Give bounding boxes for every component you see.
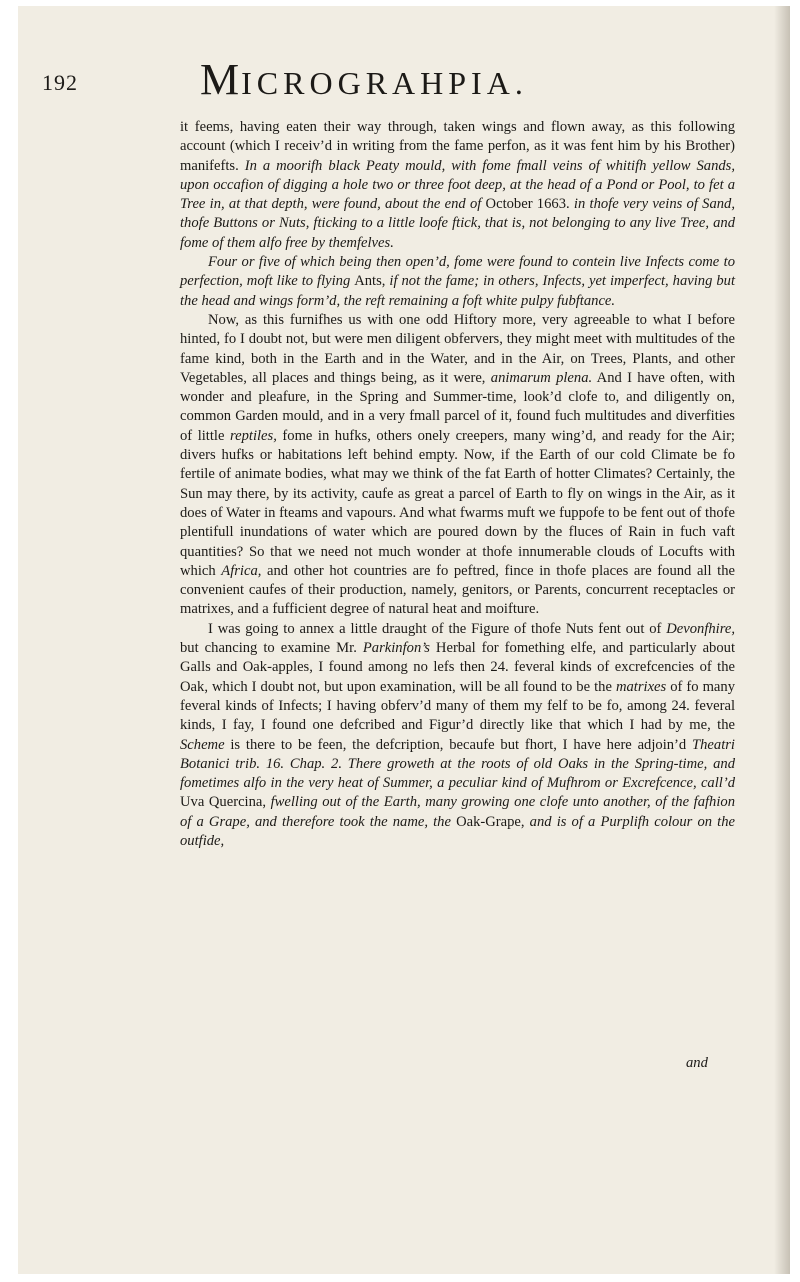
paragraph [180,253,735,311]
italic-run: and is of a Purplifh colour on the outfide, [180,813,735,849]
text-run: but chancing to examine Mr. [180,640,363,657]
text-run: Now, as this furnifhes us with one odd Hiftory more, very agreeable to what I before hinted, fo I doubt not, but were men diligent obfervers, they might meet with multitudes of the fame kind, both in the Earth and in the Water, and in the Air, on Trees, Plants, and other Vegetables, all places and things being, as it were, [180,311,735,386]
running-head-initial: M [200,55,242,104]
text-run: Ants, [354,273,390,290]
text-run: is there to be feen, the defcription, becaufe but fhort, I have here adjoin’d [224,736,693,753]
italic-run: animarum plena. [490,369,593,386]
page-number: 192 [42,70,78,95]
paragraph [180,311,735,620]
paragraph [180,620,735,852]
text-run: Oak-Grape, [456,813,530,830]
running-head [200,54,640,105]
italic-run: In a moorifh black Peaty mould, with fome fmall veins of whitifh yellow Sands, upon occafion of digging a hole two or three foot deep, at the head of a Pond or Pool, to fet a Tree in, at that depth, were found, about the end of [180,157,735,213]
text-run: and other hot countries are fo peftred, fince in thofe places are found all the convenient caufes of their production, namely, genitors, or Parents, concurrent receptacles or matrixes, and a fufficient degree of natural heat and moifture. [180,562,735,618]
text-run: Herbal for fomething elfe, and particularly about Galls and Oak-apples, I found among no lefs then 24. feveral kinds of excrefcencies of the Oak, which I doubt not, but upon examination, will be all found to be the [180,640,735,695]
running-head-rest: ICROGRAHPIA. [241,65,528,101]
text-run: of fo many feveral kinds of Infects; I having obferv’d many of them my felf to be fo, among 24. feveral kinds, I fay, I found one defcribed and Figur’d directly like that which I had by me, the [180,678,736,734]
text-run: And I have often, with wonder and pleafure, in the Spring and Summer-time, look’d clofe to, and diligently on, common Garden mould, and in a very fmall parcel of it, found fuch multitudes and diverfities of little [180,369,735,444]
page-edge-shadow [774,6,790,1274]
italic-run: Four or five of which being then open’d, fome were found to contein live Infects come to perfection, moft like to flying [180,254,735,290]
text-run: October 1663. [485,196,574,213]
italic-run: in thofe very veins of Sand, thofe Buttons or Nuts, fticking to a little loofe ftick, that is, not belonging to any live Tree, and fome of them alfo free by themfelves. [180,196,735,251]
text-run: it feems, having eaten their way through, taken wings and flown away, as this following account (which I receiv’d in writing from the fame perfon, as it was fent him by his Brother) manifefts. [180,119,735,174]
body-text [180,118,735,851]
italic-run: Theatri Botanici trib. 16. Chap. 2. There groweth at the roots of old Oaks in the Spring-time, and fometimes alfo in the very heat of Summer, a peculiar kind of Mufhrom or Excrefcence, call’d [180,736,735,792]
italic-run: reptiles, [229,427,277,444]
text-run: fome in hufks, others onely creepers, many wing’d, and ready for the Air; divers hufks or habitations left behind empty. Now, if the Earth of our cold Climate be fo fertile of animate bodies, what may we think of the fat Earth of hotter Climates? Certainly, the Sun may there, by its activity, caufe as great a parcel of Earth to fly on wings in the Air, as it does of Water in fteams and vapours. And what fwarms muft we fuppofe to be fent out of thofe plentifull inundations of water which are poured down by the fluces of Rain in fuch vaft quantities? So that we need not much wonder at thofe innumerable clouds of Locufts with which [180,427,735,579]
text-run: I was going to annex a little draught of the Figure of thofe Nuts fent out of [208,620,667,637]
italic-run: matrixes [615,678,667,695]
italic-run: Devonfhire, [666,620,735,637]
italic-run: fwelling out of the Earth, many growing one clofe unto another, of the fafhion of a Grape, and therefore took the name, the [180,794,735,830]
italic-run: Scheme [180,736,225,753]
italic-run: Africa, [221,562,262,579]
italic-run: if not the fame; in others, Infects, yet imperfect, having but the head and wings form’d, the reft remaining a foft white pulpy fubftance. [180,273,735,309]
text-run: Uva Quercina, [180,794,271,811]
paragraph [180,118,735,253]
italic-run: Parkinfon’s [362,640,430,657]
catchword: and [686,1055,708,1071]
